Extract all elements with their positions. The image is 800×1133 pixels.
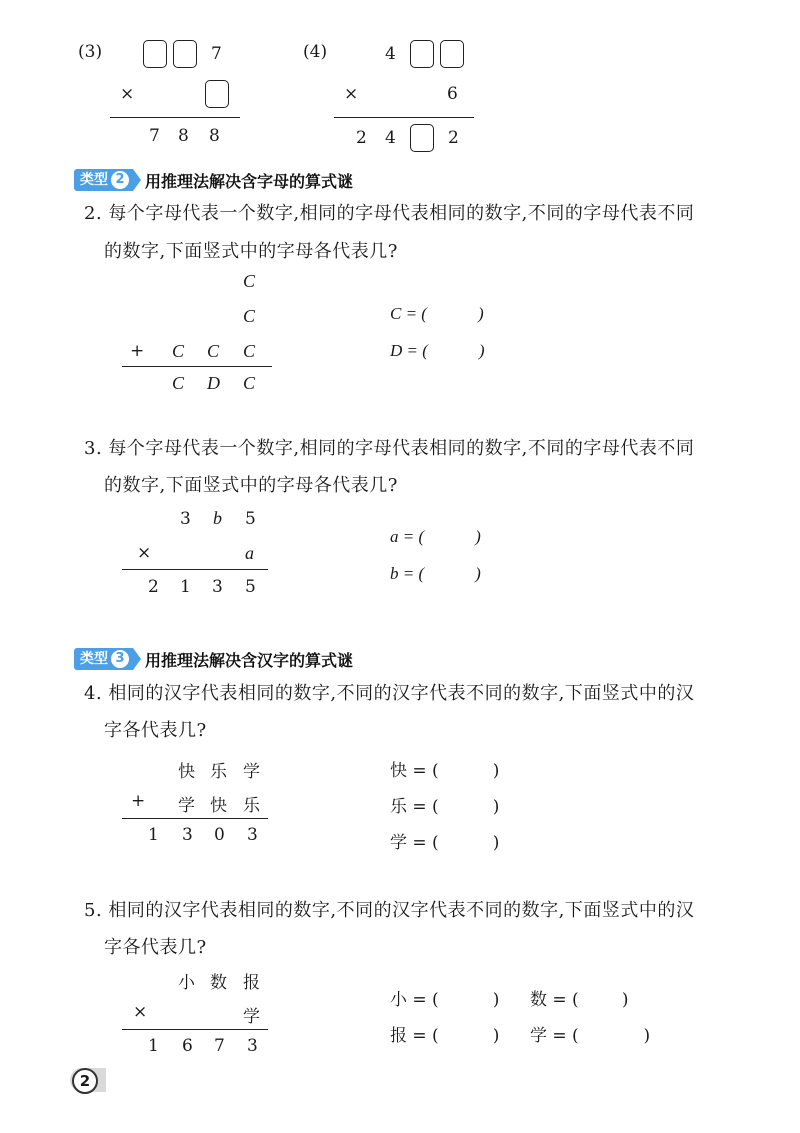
result-line <box>122 818 268 819</box>
section-number: 2 <box>111 171 129 189</box>
digit: 7 <box>149 126 160 146</box>
tag-arrow <box>133 648 141 670</box>
digit-box[interactable] <box>440 40 464 68</box>
digit: 2 <box>148 577 159 597</box>
letter: C <box>243 341 256 361</box>
section-tag: 类型 2 <box>74 169 133 191</box>
question-text: 的数字,下面竖式中的字母各代表几? <box>104 241 398 262</box>
hanzi: 乐 <box>210 762 227 782</box>
hanzi: 学 <box>243 762 260 782</box>
digit: 1 <box>148 1036 159 1056</box>
answer-bao[interactable]: 报 = ( ) <box>390 1026 500 1046</box>
section-title: 用推理法解决含字母的算式谜 <box>145 171 354 191</box>
result-line <box>122 1029 268 1030</box>
digit: 5 <box>245 577 256 597</box>
digit-box[interactable] <box>143 40 167 68</box>
digit: 5 <box>245 509 256 529</box>
digit-box[interactable] <box>410 40 434 68</box>
digit: 6 <box>447 84 458 104</box>
answer-kuai[interactable]: 快 = ( ) <box>390 761 500 781</box>
question-text: 5. 相同的汉字代表相同的数字,不同的汉字代表不同的数字,下面竖式中的汉 <box>84 900 695 921</box>
answer-a[interactable]: a = ( ) <box>390 527 481 546</box>
section-3-banner <box>74 648 353 670</box>
result-line <box>122 569 268 570</box>
section-title: 用推理法解决含汉字的算式谜 <box>145 650 354 670</box>
question-text: 字各代表几? <box>104 937 207 958</box>
answer-b[interactable]: b = ( ) <box>390 564 481 583</box>
answer-c[interactable]: C = ( ) <box>390 304 484 323</box>
letter: D <box>207 373 220 393</box>
digit: 7 <box>211 44 222 64</box>
question-text: 4. 相同的汉字代表相同的数字,不同的汉字代表不同的数字,下面竖式中的汉 <box>84 683 695 704</box>
answer-xiao[interactable]: 小 = ( ) <box>390 990 500 1010</box>
page-number: 2 <box>72 1068 98 1094</box>
multiply-sign: × <box>137 543 152 563</box>
letter: a <box>245 543 254 563</box>
digit: 3 <box>247 825 258 845</box>
digit-box[interactable] <box>205 80 229 108</box>
hanzi: 快 <box>178 762 195 782</box>
digit: 3 <box>212 577 223 597</box>
question-text: 字各代表几? <box>104 720 207 741</box>
question-text: 的数字,下面竖式中的字母各代表几? <box>104 475 398 496</box>
digit: 8 <box>178 126 189 146</box>
section-number: 3 <box>111 650 129 668</box>
hanzi: 乐 <box>243 796 260 816</box>
answer-le[interactable]: 乐 = ( ) <box>390 797 500 817</box>
digit: 3 <box>180 509 191 529</box>
digit: 2 <box>448 128 459 148</box>
question-text: 3. 每个字母代表一个数字,相同的字母代表相同的数字,不同的字母代表不同 <box>84 438 695 459</box>
digit: 0 <box>214 825 225 845</box>
hanzi: 报 <box>243 973 260 993</box>
hanzi: 小 <box>178 973 195 993</box>
letter: C <box>172 341 185 361</box>
hanzi: 学 <box>243 1007 260 1027</box>
result-line <box>110 117 240 118</box>
problem-3-label: (3) <box>78 42 103 62</box>
answer-xue[interactable]: 学 = ( ) <box>390 833 500 853</box>
hanzi: 学 <box>178 796 195 816</box>
result-line <box>122 366 272 367</box>
answer-shu[interactable]: 数 = ( ) <box>530 990 629 1010</box>
plus-sign: + <box>131 791 146 811</box>
multiply-sign: × <box>344 84 359 104</box>
answer-xue[interactable]: 学 = ( ) <box>530 1026 651 1046</box>
plus-sign: + <box>130 341 145 361</box>
digit: 4 <box>385 44 396 64</box>
digit: 6 <box>182 1036 193 1056</box>
digit: 8 <box>209 126 220 146</box>
section-2-banner <box>74 169 353 191</box>
digit: 1 <box>148 825 159 845</box>
multiply-sign: × <box>133 1002 148 1022</box>
letter: b <box>213 508 222 528</box>
digit-box[interactable] <box>410 124 434 152</box>
question-text: 2. 每个字母代表一个数字,相同的字母代表相同的数字,不同的字母代表不同 <box>84 203 695 224</box>
hanzi: 数 <box>210 973 227 993</box>
digit-box[interactable] <box>173 40 197 68</box>
answer-d[interactable]: D = ( ) <box>390 341 485 360</box>
digit: 3 <box>247 1036 258 1056</box>
letter: C <box>243 306 256 326</box>
digit: 3 <box>182 825 193 845</box>
problem-4-label: (4) <box>303 42 328 62</box>
hanzi: 快 <box>210 796 227 816</box>
letter: C <box>243 373 256 393</box>
result-line <box>334 117 474 118</box>
tag-arrow <box>133 169 141 191</box>
section-tag: 类型 3 <box>74 648 133 670</box>
letter: C <box>243 271 256 291</box>
multiply-sign: × <box>120 84 135 104</box>
digit: 1 <box>180 577 191 597</box>
digit: 2 <box>356 128 367 148</box>
digit: 4 <box>385 128 396 148</box>
digit: 7 <box>214 1036 225 1056</box>
letter: C <box>172 373 185 393</box>
letter: C <box>207 341 220 361</box>
